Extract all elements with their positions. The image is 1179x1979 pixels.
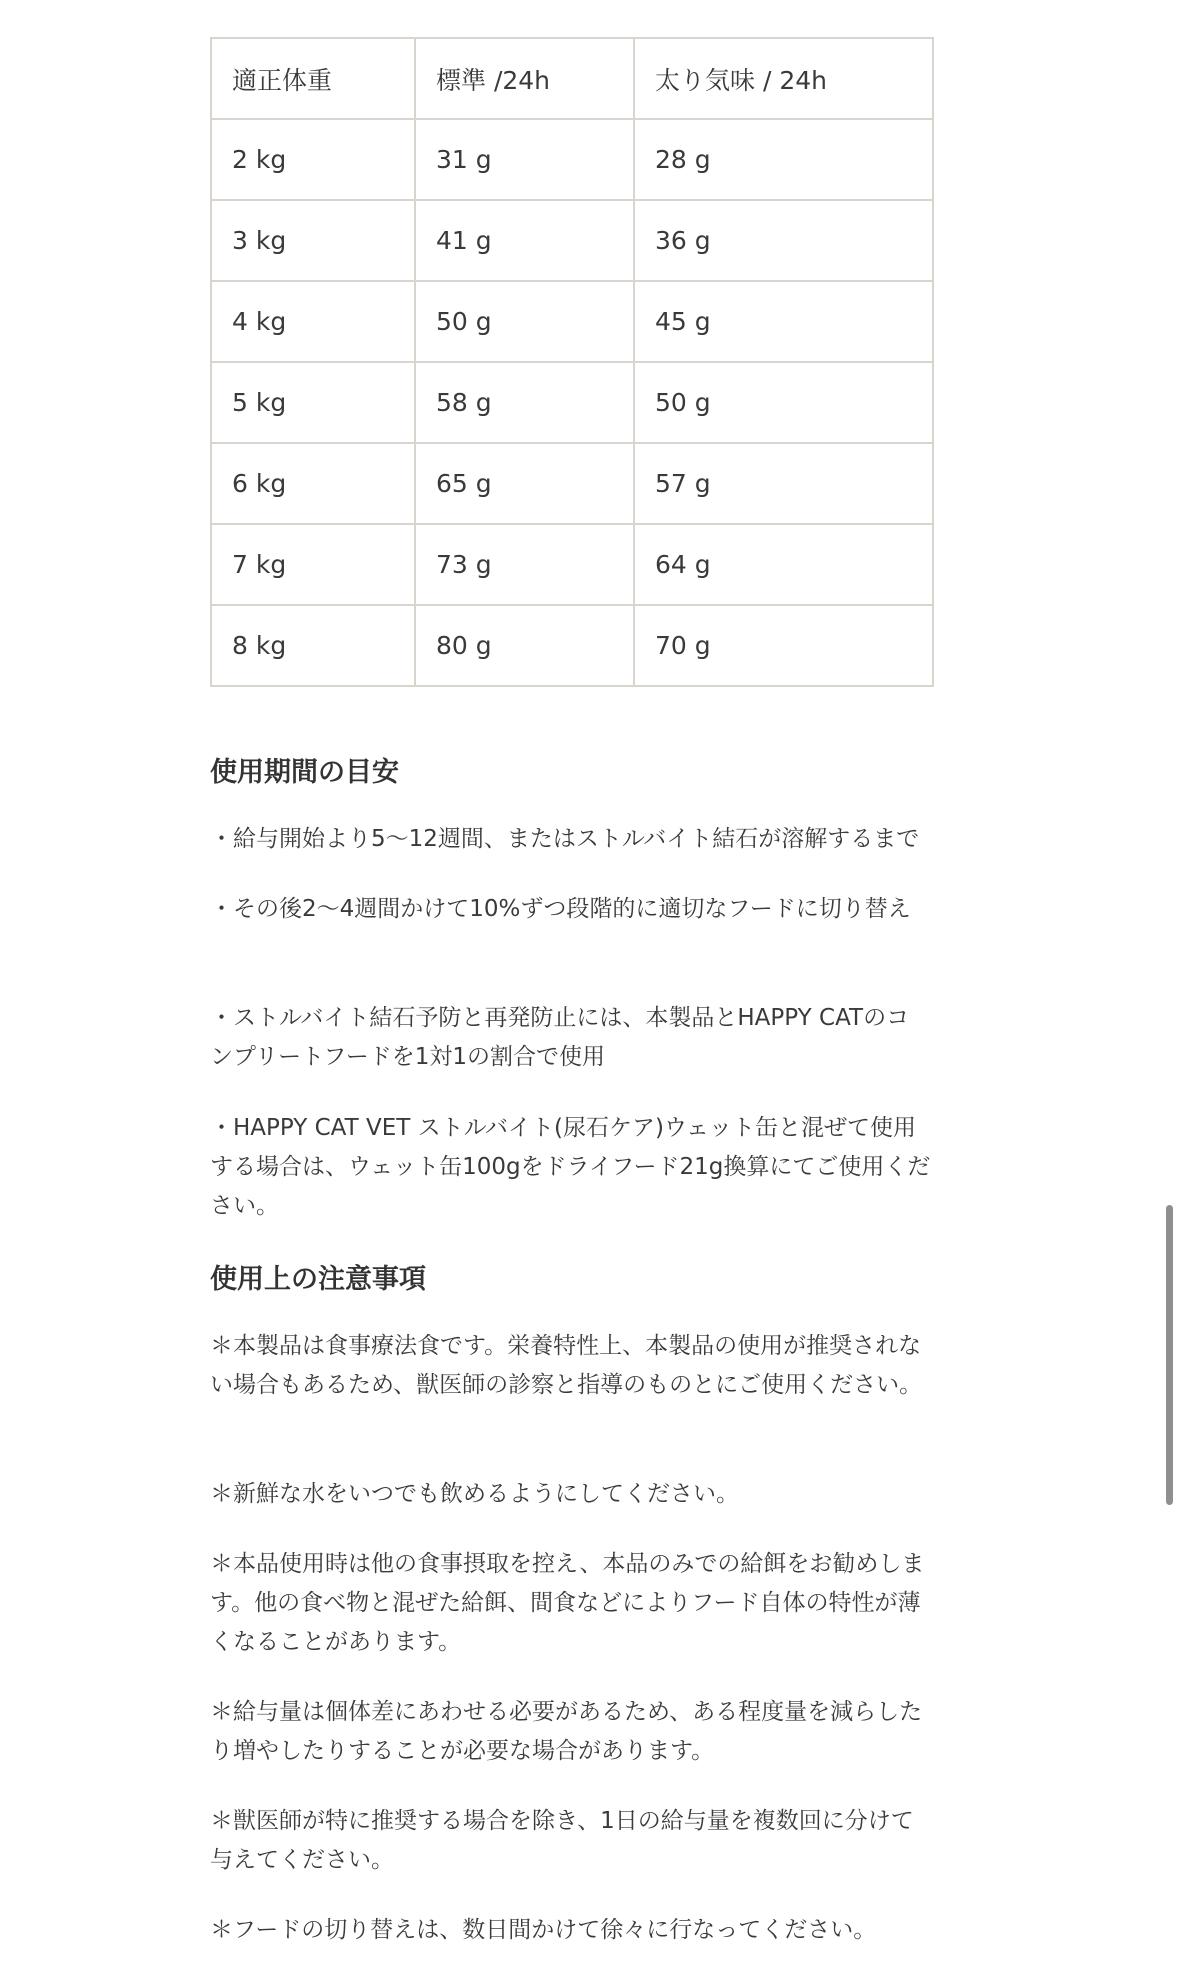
cell-weight: 3 kg <box>211 200 415 281</box>
cell-overweight: 64 g <box>634 524 933 605</box>
cell-standard: 58 g <box>415 362 634 443</box>
precautions-heading: 使用上の注意事項 <box>210 1264 426 1295</box>
table-row <box>211 524 933 605</box>
usage-period-item: ・ストルバイト結石予防と再発防止には、本製品とHAPPY CATのコンプリートフードを1対1の割合で使用 <box>210 1005 910 1070</box>
cell-weight: 6 kg <box>211 443 415 524</box>
cell-overweight: 45 g <box>634 281 933 362</box>
precaution-item: ＊新鮮な水をいつでも飲めるようにしてください。 <box>210 1481 739 1507</box>
usage-period-heading: 使用期間の目安 <box>210 757 399 788</box>
precaution-item: ＊本製品は食事療法食です。栄養特性上、本製品の使用が推奨されない場合もあるため、獣医師の診察と指導のものとにご使用ください。 <box>210 1333 923 1398</box>
cell-standard: 31 g <box>415 119 634 200</box>
header-ideal-weight: 適正体重 <box>211 38 415 119</box>
table-row <box>211 119 933 200</box>
table-row <box>211 200 933 281</box>
feeding-amount-table <box>210 37 934 687</box>
precaution-item: ＊獣医師が特に推奨する場合を除き、1日の給与量を複数回に分けて与えてください。 <box>210 1808 914 1873</box>
usage-period-item: ・その後2～4週間かけて10%ずつ段階的に適切なフードに切り替え <box>210 896 911 922</box>
table-row <box>211 443 933 524</box>
cell-weight: 5 kg <box>211 362 415 443</box>
cell-weight: 7 kg <box>211 524 415 605</box>
cell-weight: 8 kg <box>211 605 415 686</box>
cell-overweight: 57 g <box>634 443 933 524</box>
table-row <box>211 281 933 362</box>
cell-weight: 2 kg <box>211 119 415 200</box>
cell-weight: 4 kg <box>211 281 415 362</box>
cell-standard: 50 g <box>415 281 634 362</box>
precaution-item: ＊本品使用時は他の食事摂取を控え、本品のみでの給餌をお勧めします。他の食べ物と混ぜた給餌、間食などによりフード自体の特性が薄くなることがあります。 <box>210 1551 925 1655</box>
cell-standard: 80 g <box>415 605 634 686</box>
scrollbar-thumb[interactable] <box>1166 1205 1173 1505</box>
cell-overweight: 28 g <box>634 119 933 200</box>
usage-period-item: ・HAPPY CAT VET ストルバイト(尿石ケア)ウェット缶と混ぜて使用する場合は、ウェット缶100gをドライフード21g換算にてご使用ください。 <box>210 1115 931 1219</box>
table-header-row <box>211 38 933 119</box>
cell-standard: 73 g <box>415 524 634 605</box>
precaution-item: ＊フードの切り替えは、数日間かけて徐々に行なってください。 <box>210 1917 877 1943</box>
cell-overweight: 70 g <box>634 605 933 686</box>
header-standard: 標準 /24h <box>415 38 634 119</box>
precaution-item: ＊給与量は個体差にあわせる必要があるため、ある程度量を減らしたり増やしたりすることが必要な場合があります。 <box>210 1699 923 1764</box>
article-content <box>210 37 932 1943</box>
table-row <box>211 605 933 686</box>
header-overweight: 太り気味 / 24h <box>634 38 933 119</box>
cell-standard: 65 g <box>415 443 634 524</box>
cell-standard: 41 g <box>415 200 634 281</box>
usage-period-item: ・給与開始より5～12週間、またはストルバイト結石が溶解するまで <box>210 826 920 852</box>
table-row <box>211 362 933 443</box>
cell-overweight: 50 g <box>634 362 933 443</box>
cell-overweight: 36 g <box>634 200 933 281</box>
